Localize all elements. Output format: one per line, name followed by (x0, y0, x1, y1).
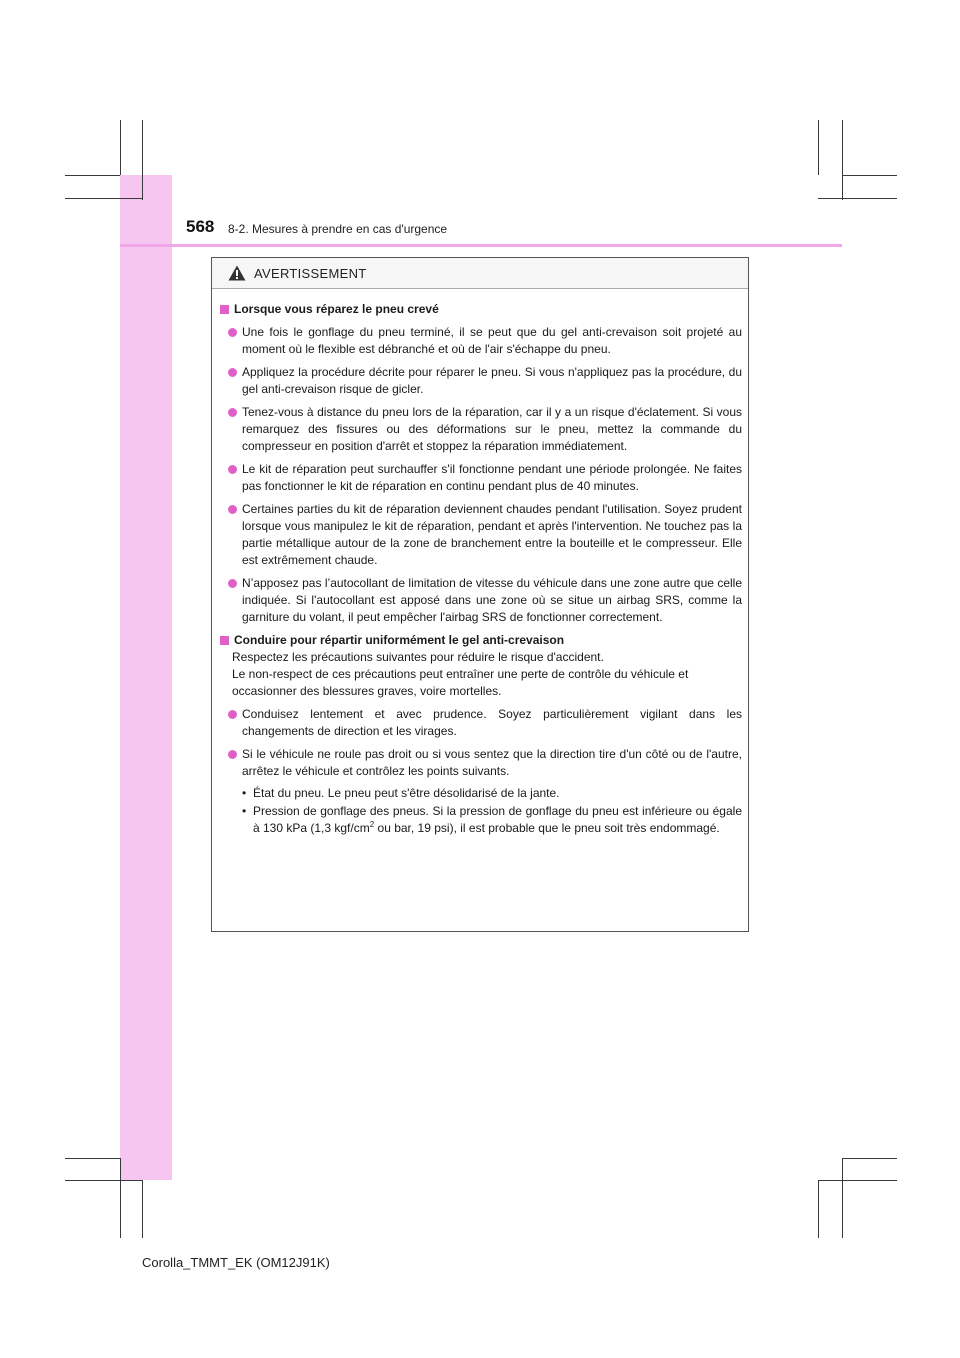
circle-bullet-icon (228, 710, 237, 719)
sub-item-text: État du pneu. Le pneu peut s'être désolidarisé de la jante. (253, 786, 560, 800)
list-item (220, 501, 742, 569)
circle-bullet-icon (228, 368, 237, 377)
crop-mark (842, 175, 897, 176)
sub-bullet: • (242, 804, 247, 818)
list-item (220, 746, 742, 780)
list-item (220, 324, 742, 358)
section-heading-text: Lorsque vous réparez le pneu crevé (234, 302, 439, 316)
crop-mark (818, 120, 819, 175)
sub-bullet: • (242, 786, 247, 800)
square-bullet-icon (220, 305, 229, 314)
warning-header (212, 258, 748, 289)
warning-body (212, 289, 748, 837)
circle-bullet-icon (228, 579, 237, 588)
list-item (220, 364, 742, 398)
crop-mark (65, 198, 142, 199)
sub-item-text: ou bar, 19 psi), il est probable que le pneu soit très endommagé. (374, 821, 720, 835)
list-item-text: Appliquez la procédure décrite pour réparer le pneu. Si vous n'appliquez pas la procédure, du gel anti-crevaison risque de gicler. (242, 365, 742, 396)
list-item-text: Si le véhicule ne roule pas droit ou si vous sentez que la direction tire d'un côté ou de l'autre, arrêtez le véhicule et contrôlez les points suivants. (242, 747, 742, 778)
circle-bullet-icon (228, 465, 237, 474)
superscript: 2 (369, 820, 375, 829)
crop-mark (65, 1158, 120, 1159)
list-item-text: Conduisez lentement et avec prudence. Soyez particulièrement vigilant dans les changements de direction et les virages. (242, 707, 742, 738)
list-item (220, 706, 742, 740)
crop-mark (65, 175, 120, 176)
crop-mark (818, 198, 897, 199)
list-item-text: Certaines parties du kit de réparation deviennent chaudes pendant l'utilisation. Soyez prudent lorsque vous manipulez le kit de réparation, pendant et après l'intervention. Ne touchez pas la partie métallique autour de la zone de branchement entre la bouteille et le compresseur. Elle est extrêmement chaude. (242, 502, 742, 567)
intro-paragraph: Le non-respect de ces précautions peut entraîner une perte de contrôle du véhicule et occasionner des blessures graves, voire mortelles. (232, 667, 689, 698)
list-item (220, 575, 742, 626)
intro-paragraph: Respectez les précautions suivantes pour réduire le risque d'accident. (232, 650, 604, 664)
list-item-text: Le kit de réparation peut surchauffer s'il fonctionne pendant une période prolongée. Ne faites pas fonctionner le kit de réparation en continu pendant plus de 40 minutes. (242, 462, 742, 493)
list-item-text: N’apposez pas l’autocollant de limitation de vitesse du véhicule dans une zone autre que celle indiquée. Si l'autocollant est apposé dans une zone où se situe un airbag SRS, comme la garniture du volant, il peut empêcher l'airbag SRS de fonctionner correctement. (242, 576, 742, 624)
circle-bullet-icon (228, 328, 237, 337)
section-title: 8-2. Mesures à prendre en cas d'urgence (228, 222, 448, 236)
crop-mark (818, 1180, 819, 1238)
crop-mark (142, 120, 143, 200)
sub-item (220, 803, 742, 837)
crop-mark (142, 1180, 143, 1238)
crop-mark (65, 1180, 142, 1181)
section-heading-text: Conduire pour répartir uniformément le gel anti-crevaison (234, 633, 565, 647)
header-rule (120, 244, 842, 247)
warning-box (211, 257, 749, 932)
warning-title: AVERTISSEMENT (254, 265, 367, 281)
crop-mark (842, 1158, 897, 1159)
crop-mark (120, 120, 121, 175)
footer-text: Corolla_TMMT_EK (OM12J91K) (142, 1255, 330, 1270)
crop-mark (842, 1158, 843, 1238)
circle-bullet-icon (228, 408, 237, 417)
page-number: 568 (186, 217, 215, 236)
section-heading (220, 632, 742, 649)
warning-triangle-icon (228, 265, 246, 281)
section-heading (220, 301, 742, 318)
circle-bullet-icon (228, 750, 237, 759)
list-item-text: Tenez-vous à distance du pneu lors de la réparation, car il y a un risque d'éclatement. Si vous remarquez des fissures ou des déformations sur le pneu, mettez la commande du compresseur en position d'arrêt et stoppez la réparation immédiatement. (242, 405, 742, 453)
square-bullet-icon (220, 636, 229, 645)
sub-item-text: Pression de gonflage des pneus. Si la pression de gonflage du pneu est inférieure ou égale à 130 kPa (1,3 kgf/cm (253, 804, 742, 835)
circle-bullet-icon (228, 505, 237, 514)
crop-mark (120, 1158, 121, 1238)
crop-mark (818, 1180, 897, 1181)
crop-mark (842, 120, 843, 200)
side-strip (120, 175, 172, 1180)
sub-item (220, 785, 742, 802)
list-item-text: Une fois le gonflage du pneu terminé, il se peut que du gel anti-crevaison soit projeté au moment où le flexible est débranché et où de l'air s'échappe du pneu. (242, 325, 742, 356)
list-item (220, 461, 742, 495)
list-item (220, 404, 742, 455)
